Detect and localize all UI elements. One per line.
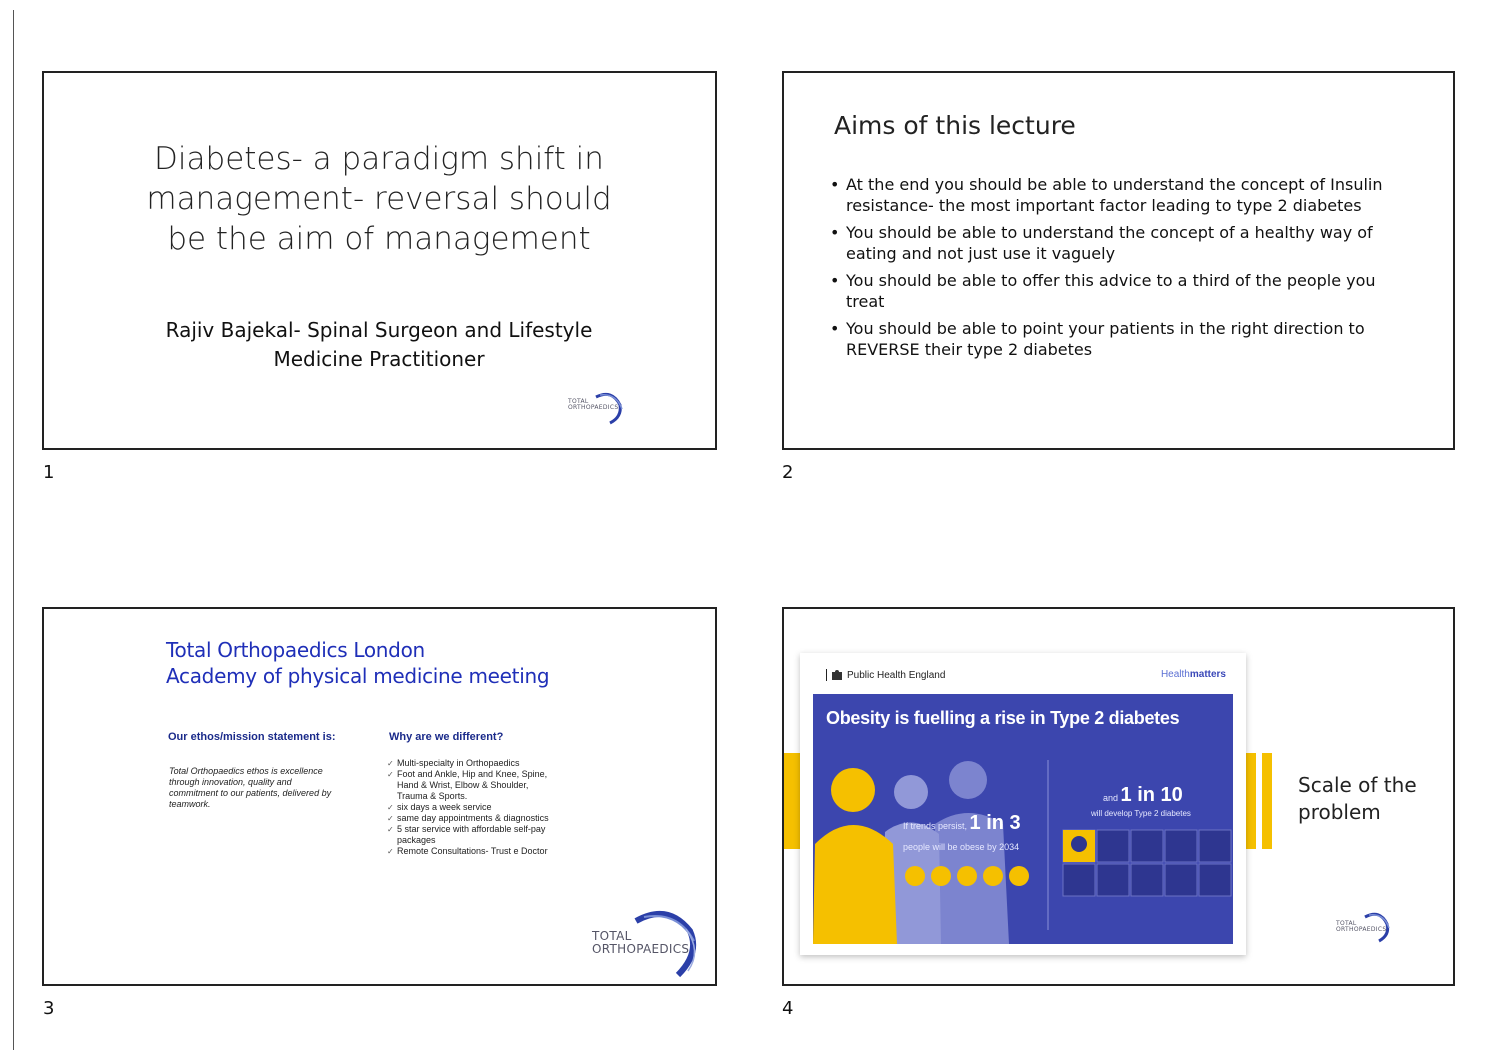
slide-1[interactable] [42,71,717,450]
slide-3-title: Total Orthopaedics London Academy of physical medicine meeting [166,638,550,688]
ethos-heading: Our ethos/mission statement is: [168,731,336,743]
slide-1-title: Diabetes- a paradigm shift in management- reversal should be the aim of management [146,141,612,257]
slide-2-title: Aims of this lecture [834,111,1076,140]
slide-2[interactable] [782,71,1455,450]
phe-infographic [800,653,1246,955]
slide-4-caption: Scale of the problem [1298,773,1417,824]
phe-blue-panel [813,694,1233,944]
slide-3-number: 3 [43,998,55,1019]
stat-1-in-10-detail: will develop Type 2 diabetes [1091,809,1191,818]
slide-3-logo-text: TOTAL ORTHOPAEDICS [592,929,690,956]
accent-bar-right-2 [1262,753,1272,849]
slide-2-bullets [828,174,1408,366]
page-margin-line [13,10,14,1050]
healthmatters-label: Healthmatters [1160,669,1226,680]
list-item: • You should be able to understand the concept of a healthy way of eating and not just use it vaguely [828,222,1408,264]
list-item: ✓ same day appointments & diagnostics [387,813,577,824]
list-item: ✓ six days a week service [387,802,577,813]
list-item: • You should be able to offer this advice to a third of the people you treat [828,270,1408,312]
slide-4-number: 4 [782,998,794,1019]
different-list [387,758,577,857]
crest-icon [831,670,843,681]
ethos-text: Total Orthopaedics ethos is excellence through innovation, quality and commitment to our patients, delivered by teamwork. [169,766,332,809]
slide-1-subtitle: Rajiv Bajekal- Spinal Surgeon and Lifestyle Medicine Practitioner [165,318,593,371]
slide-1-number: 1 [43,462,55,483]
list-item: ✓ 5 star service with affordable self-pay packages [387,824,577,846]
slide-3[interactable] [42,607,717,986]
stat-1-in-10: and 1 in 10 [1103,784,1183,806]
phe-heading: Obesity is fuelling a rise in Type 2 diabetes [826,708,1180,728]
accent-bar-right-1 [1246,753,1256,849]
slide-4-logo-text: TOTAL ORTHOPAEDICS [1336,920,1387,934]
people-silhouettes-icon [813,694,1233,944]
stat-1-in-3-detail: people will be obese by 2034 [903,842,1020,852]
list-item: ✓ Foot and Ankle, Hip and Knee, Spine, Hand & Wrist, Elbow & Shoulder, Trauma & Sports. [387,769,577,802]
stat-1-in-3: If trends persist, 1 in 3 [903,812,1021,834]
list-item: ✓ Multi-specialty in Orthopaedics [387,758,577,769]
slide-1-logo-text: TOTAL ORTHOPAEDICS [568,398,619,412]
slide-2-number: 2 [782,462,794,483]
different-heading: Why are we different? [389,731,504,743]
list-item: • At the end you should be able to understand the concept of Insulin resistance- the most important factor leading to type 2 diabetes [828,174,1408,216]
list-item: ✓ Remote Consultations- Trust e Doctor [387,846,577,857]
list-item: • You should be able to point your patients in the right direction to REVERSE their type 2 diabetes [828,318,1408,360]
accent-bar-left [784,753,800,849]
slide-4[interactable] [782,607,1455,986]
phe-org-label: Public Health England [826,669,945,681]
